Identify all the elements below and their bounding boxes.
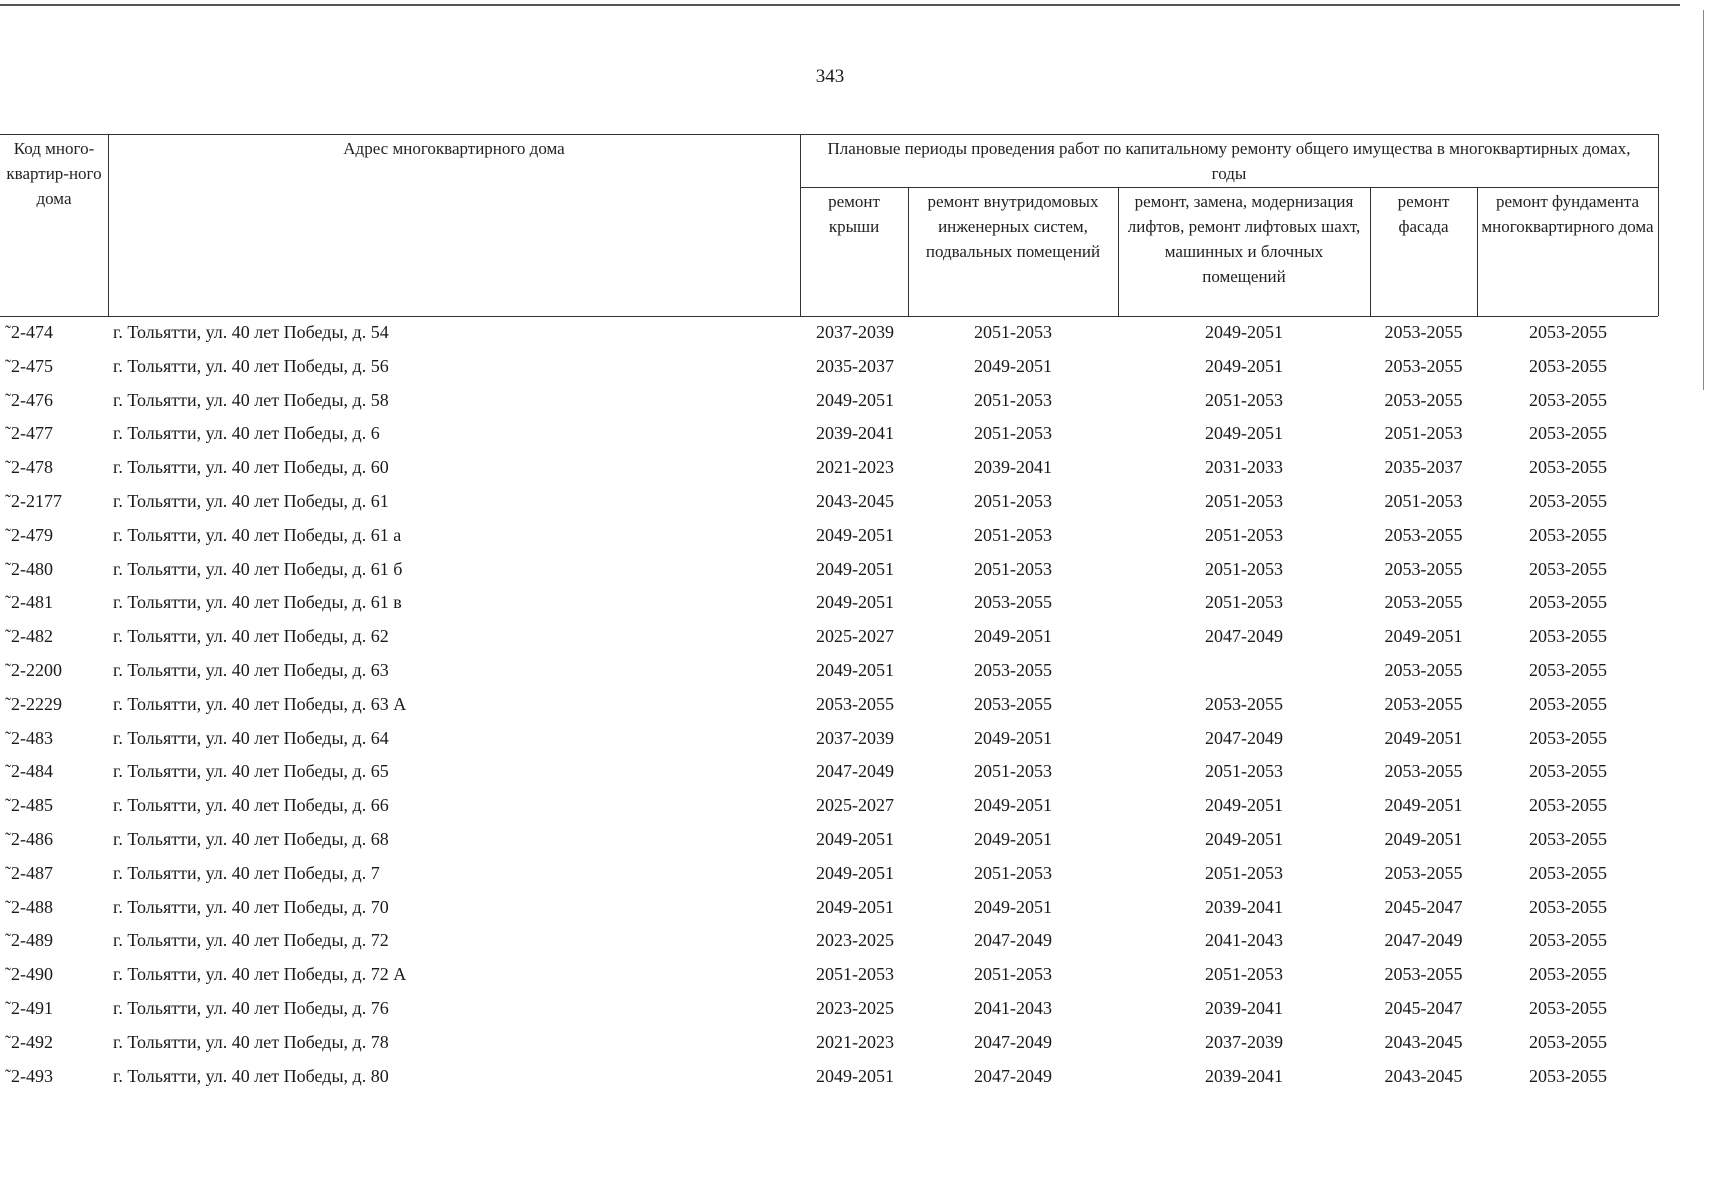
- roof-period: 2049-2051: [816, 862, 894, 883]
- systems-period: 2051-2053: [974, 490, 1052, 511]
- facade-period: 2053-2055: [1384, 389, 1463, 410]
- lifts-period: 2051-2053: [1205, 862, 1283, 883]
- facade-period: 2053-2055: [1384, 322, 1463, 342]
- header-foundation: ремонт фундамента многоквартирного дома: [1481, 192, 1654, 236]
- house-address: г. Тольятти, ул. 40 лет Победы, д. 61 а: [113, 524, 402, 545]
- facade-period: 2049-2051: [1384, 795, 1463, 816]
- house-code: ˜2-475: [5, 355, 53, 376]
- roof-period: 2025-2027: [816, 626, 894, 647]
- header-lifts: ремонт, замена, модернизация лифтов, ремонт лифтовых шахт, машинных и блочных помещений: [1127, 192, 1361, 286]
- house-code: ˜2-476: [5, 389, 53, 410]
- house-code: ˜2-2177: [5, 490, 62, 511]
- systems-period: 2039-2041: [974, 457, 1052, 478]
- roof-period: 2023-2025: [816, 930, 894, 951]
- lifts-period: 2051-2053: [1205, 389, 1283, 410]
- house-address: г. Тольятти, ул. 40 лет Победы, д. 66: [113, 795, 389, 816]
- house-code: ˜2-490: [5, 964, 53, 985]
- house-address: г. Тольятти, ул. 40 лет Победы, д. 76: [113, 997, 389, 1018]
- systems-period: 2049-2051: [974, 828, 1052, 849]
- systems-period: 2047-2049: [974, 930, 1052, 951]
- house-code: ˜2-483: [5, 727, 53, 748]
- roof-period: 2037-2039: [816, 727, 894, 748]
- roof-period: 2051-2053: [816, 964, 894, 985]
- facade-period: 2045-2047: [1384, 997, 1463, 1018]
- facade-period: 2049-2051: [1384, 626, 1463, 647]
- house-code: ˜2-478: [5, 457, 53, 478]
- foundation-period: 2053-2055: [1529, 592, 1607, 613]
- roof-period: 2049-2051: [816, 558, 894, 579]
- table-row: [0, 316, 1711, 350]
- foundation-period: 2053-2055: [1529, 558, 1607, 579]
- house-address: г. Тольятти, ул. 40 лет Победы, д. 72 А: [113, 964, 407, 985]
- lifts-period: 2051-2053: [1205, 524, 1283, 545]
- header-code: Код много-квартир-ного дома: [6, 139, 102, 208]
- systems-period: 2051-2053: [974, 389, 1052, 410]
- lifts-period: 2049-2051: [1205, 795, 1283, 816]
- facade-period: 2051-2053: [1384, 423, 1463, 444]
- systems-period: 2053-2055: [974, 659, 1052, 680]
- foundation-period: 2053-2055: [1529, 727, 1607, 748]
- lifts-period: 2047-2049: [1205, 626, 1283, 647]
- foundation-period: 2053-2055: [1529, 1065, 1607, 1086]
- table-row: [0, 350, 1711, 384]
- foundation-period: 2053-2055: [1529, 322, 1607, 342]
- house-code: ˜2-486: [5, 828, 53, 849]
- house-address: г. Тольятти, ул. 40 лет Победы, д. 70: [113, 896, 389, 917]
- foundation-period: 2053-2055: [1529, 795, 1607, 816]
- lifts-period: 2037-2039: [1205, 1031, 1283, 1052]
- table-row: [0, 620, 1711, 654]
- roof-period: 2023-2025: [816, 997, 894, 1018]
- facade-period: 2053-2055: [1384, 355, 1463, 376]
- foundation-period: 2053-2055: [1529, 964, 1607, 985]
- house-code: ˜2-474: [5, 322, 53, 342]
- table-row: [0, 519, 1711, 553]
- lifts-period: 2051-2053: [1205, 558, 1283, 579]
- house-code: ˜2-479: [5, 524, 53, 545]
- page-number: 343: [815, 66, 845, 87]
- foundation-period: 2053-2055: [1529, 761, 1607, 782]
- lifts-period: 2051-2053: [1205, 964, 1283, 985]
- table-row: [0, 417, 1711, 451]
- table-row: [0, 1060, 1711, 1094]
- systems-period: 2051-2053: [974, 862, 1052, 883]
- house-code: ˜2-481: [5, 592, 53, 613]
- table-row: [0, 485, 1711, 519]
- systems-period: 2053-2055: [974, 693, 1052, 714]
- systems-period: 2049-2051: [974, 896, 1052, 917]
- house-code: ˜2-2229: [5, 693, 62, 714]
- roof-period: 2049-2051: [816, 1065, 894, 1086]
- header-roof: ремонт крыши: [828, 192, 880, 236]
- house-address: г. Тольятти, ул. 40 лет Победы, д. 64: [113, 727, 389, 748]
- house-address: г. Тольятти, ул. 40 лет Победы, д. 56: [113, 355, 389, 376]
- systems-period: 2051-2053: [974, 322, 1052, 342]
- header-top-line: [0, 134, 1658, 135]
- header-divider: [1370, 187, 1371, 316]
- table-row: [0, 789, 1711, 823]
- facade-period: 2053-2055: [1384, 524, 1463, 545]
- house-address: г. Тольятти, ул. 40 лет Победы, д. 7: [113, 862, 380, 883]
- house-address: г. Тольятти, ул. 40 лет Победы, д. 68: [113, 828, 389, 849]
- header-divider: [908, 187, 909, 316]
- systems-period: 2051-2053: [974, 964, 1052, 985]
- foundation-period: 2053-2055: [1529, 828, 1607, 849]
- house-code: ˜2-489: [5, 930, 53, 951]
- house-code: ˜2-492: [5, 1031, 53, 1052]
- header-mid-line: [800, 187, 1658, 188]
- house-address: г. Тольятти, ул. 40 лет Победы, д. 78: [113, 1031, 389, 1052]
- systems-period: 2051-2053: [974, 558, 1052, 579]
- roof-period: 2021-2023: [816, 1031, 894, 1052]
- house-address: г. Тольятти, ул. 40 лет Победы, д. 61 в: [113, 592, 402, 613]
- facade-period: 2053-2055: [1384, 558, 1463, 579]
- house-code: ˜2-2200: [5, 659, 62, 680]
- house-address: г. Тольятти, ул. 40 лет Победы, д. 80: [113, 1065, 389, 1086]
- roof-period: 2049-2051: [816, 524, 894, 545]
- facade-period: 2051-2053: [1384, 490, 1463, 511]
- lifts-period: 2041-2043: [1205, 930, 1283, 951]
- house-code: ˜2-493: [5, 1065, 53, 1086]
- table-row: [0, 384, 1711, 418]
- facade-period: 2035-2037: [1384, 457, 1463, 478]
- house-code: ˜2-482: [5, 626, 53, 647]
- systems-period: 2049-2051: [974, 795, 1052, 816]
- roof-period: 2021-2023: [816, 457, 894, 478]
- header-divider: [1477, 187, 1478, 316]
- lifts-period: 2051-2053: [1205, 761, 1283, 782]
- facade-period: 2049-2051: [1384, 727, 1463, 748]
- table-row: [0, 722, 1711, 756]
- lifts-period: 2051-2053: [1205, 490, 1283, 511]
- header-divider: [108, 134, 109, 316]
- systems-period: 2053-2055: [974, 592, 1052, 613]
- header-periods: Плановые периоды проведения работ по капитальному ремонту общего имущества в многоквартирных домах, годы: [827, 139, 1631, 183]
- roof-period: 2053-2055: [816, 693, 894, 714]
- roof-period: 2049-2051: [816, 659, 894, 680]
- lifts-period: 2049-2051: [1205, 355, 1283, 376]
- table-body: [0, 316, 1711, 1093]
- facade-period: 2053-2055: [1384, 693, 1463, 714]
- systems-period: 2051-2053: [974, 423, 1052, 444]
- facade-period: 2053-2055: [1384, 592, 1463, 613]
- foundation-period: 2053-2055: [1529, 862, 1607, 883]
- lifts-period: 2049-2051: [1205, 423, 1283, 444]
- table-row: [0, 654, 1711, 688]
- foundation-period: 2053-2055: [1529, 490, 1607, 511]
- lifts-period: 2047-2049: [1205, 727, 1283, 748]
- house-address: г. Тольятти, ул. 40 лет Победы, д. 61 б: [113, 558, 403, 579]
- systems-period: 2049-2051: [974, 727, 1052, 748]
- lifts-period: 2049-2051: [1205, 828, 1283, 849]
- house-code: ˜2-487: [5, 862, 53, 883]
- header-divider: [1658, 134, 1659, 316]
- foundation-period: 2053-2055: [1529, 896, 1607, 917]
- table-row: [0, 688, 1711, 722]
- foundation-period: 2053-2055: [1529, 997, 1607, 1018]
- house-address: г. Тольятти, ул. 40 лет Победы, д. 54: [113, 322, 389, 342]
- top-border-line: [0, 4, 1680, 6]
- table-row: [0, 755, 1711, 789]
- systems-period: 2049-2051: [974, 355, 1052, 376]
- systems-period: 2041-2043: [974, 997, 1052, 1018]
- table-row: [0, 857, 1711, 891]
- systems-period: 2049-2051: [974, 626, 1052, 647]
- house-address: г. Тольятти, ул. 40 лет Победы, д. 61: [113, 490, 389, 511]
- header-divider: [1118, 187, 1119, 316]
- table-row: [0, 891, 1711, 925]
- foundation-period: 2053-2055: [1529, 524, 1607, 545]
- roof-period: 2049-2051: [816, 592, 894, 613]
- lifts-period: 2039-2041: [1205, 997, 1283, 1018]
- table-row: [0, 586, 1711, 620]
- house-address: г. Тольятти, ул. 40 лет Победы, д. 65: [113, 761, 389, 782]
- systems-period: 2051-2053: [974, 761, 1052, 782]
- table-row: [0, 1026, 1711, 1060]
- foundation-period: 2053-2055: [1529, 659, 1607, 680]
- systems-period: 2051-2053: [974, 524, 1052, 545]
- roof-period: 2039-2041: [816, 423, 894, 444]
- house-address: г. Тольятти, ул. 40 лет Победы, д. 62: [113, 626, 389, 647]
- facade-period: 2053-2055: [1384, 761, 1463, 782]
- house-code: ˜2-488: [5, 896, 53, 917]
- lifts-period: 2039-2041: [1205, 1065, 1283, 1086]
- lifts-period: 2053-2055: [1205, 693, 1283, 714]
- foundation-period: 2053-2055: [1529, 626, 1607, 647]
- house-code: ˜2-480: [5, 558, 53, 579]
- header-facade: ремонт фасада: [1397, 192, 1450, 236]
- table-row: [0, 924, 1711, 958]
- house-address: г. Тольятти, ул. 40 лет Победы, д. 60: [113, 457, 389, 478]
- header-systems: ремонт внутридомовых инженерных систем, подвальных помещений: [925, 192, 1101, 261]
- roof-period: 2035-2037: [816, 355, 894, 376]
- roof-period: 2049-2051: [816, 828, 894, 849]
- house-address: г. Тольятти, ул. 40 лет Победы, д. 6: [113, 423, 380, 444]
- facade-period: 2043-2045: [1384, 1031, 1463, 1052]
- roof-period: 2049-2051: [816, 389, 894, 410]
- roof-period: 2037-2039: [816, 322, 894, 342]
- foundation-period: 2053-2055: [1529, 355, 1607, 376]
- lifts-period: 2031-2033: [1205, 457, 1283, 478]
- facade-period: 2053-2055: [1384, 659, 1463, 680]
- lifts-period: 2051-2053: [1205, 592, 1283, 613]
- roof-period: 2047-2049: [816, 761, 894, 782]
- facade-period: 2047-2049: [1384, 930, 1463, 951]
- table-row: [0, 992, 1711, 1026]
- foundation-period: 2053-2055: [1529, 389, 1607, 410]
- house-code: ˜2-477: [5, 423, 53, 444]
- foundation-period: 2053-2055: [1529, 693, 1607, 714]
- house-code: ˜2-491: [5, 997, 53, 1018]
- table-row: [0, 553, 1711, 587]
- lifts-period: 2039-2041: [1205, 896, 1283, 917]
- lifts-period: 2049-2051: [1205, 322, 1283, 342]
- roof-period: 2043-2045: [816, 490, 894, 511]
- facade-period: 2043-2045: [1384, 1065, 1463, 1086]
- house-code: ˜2-485: [5, 795, 53, 816]
- house-code: ˜2-484: [5, 761, 53, 782]
- table-row: [0, 958, 1711, 992]
- table-row: [0, 451, 1711, 485]
- house-address: г. Тольятти, ул. 40 лет Победы, д. 72: [113, 930, 389, 951]
- facade-period: 2049-2051: [1384, 828, 1463, 849]
- facade-period: 2053-2055: [1384, 964, 1463, 985]
- roof-period: 2049-2051: [816, 896, 894, 917]
- systems-period: 2047-2049: [974, 1031, 1052, 1052]
- house-address: г. Тольятти, ул. 40 лет Победы, д. 63: [113, 659, 389, 680]
- systems-period: 2047-2049: [974, 1065, 1052, 1086]
- header-divider: [800, 134, 801, 316]
- roof-period: 2025-2027: [816, 795, 894, 816]
- foundation-period: 2053-2055: [1529, 930, 1607, 951]
- foundation-period: 2053-2055: [1529, 423, 1607, 444]
- house-address: г. Тольятти, ул. 40 лет Победы, д. 63 А: [113, 693, 407, 714]
- facade-period: 2053-2055: [1384, 862, 1463, 883]
- table-row: [0, 823, 1711, 857]
- header-address: Адрес многоквартирного дома: [343, 139, 565, 158]
- facade-period: 2045-2047: [1384, 896, 1463, 917]
- foundation-period: 2053-2055: [1529, 457, 1607, 478]
- foundation-period: 2053-2055: [1529, 1031, 1607, 1052]
- house-address: г. Тольятти, ул. 40 лет Победы, д. 58: [113, 389, 389, 410]
